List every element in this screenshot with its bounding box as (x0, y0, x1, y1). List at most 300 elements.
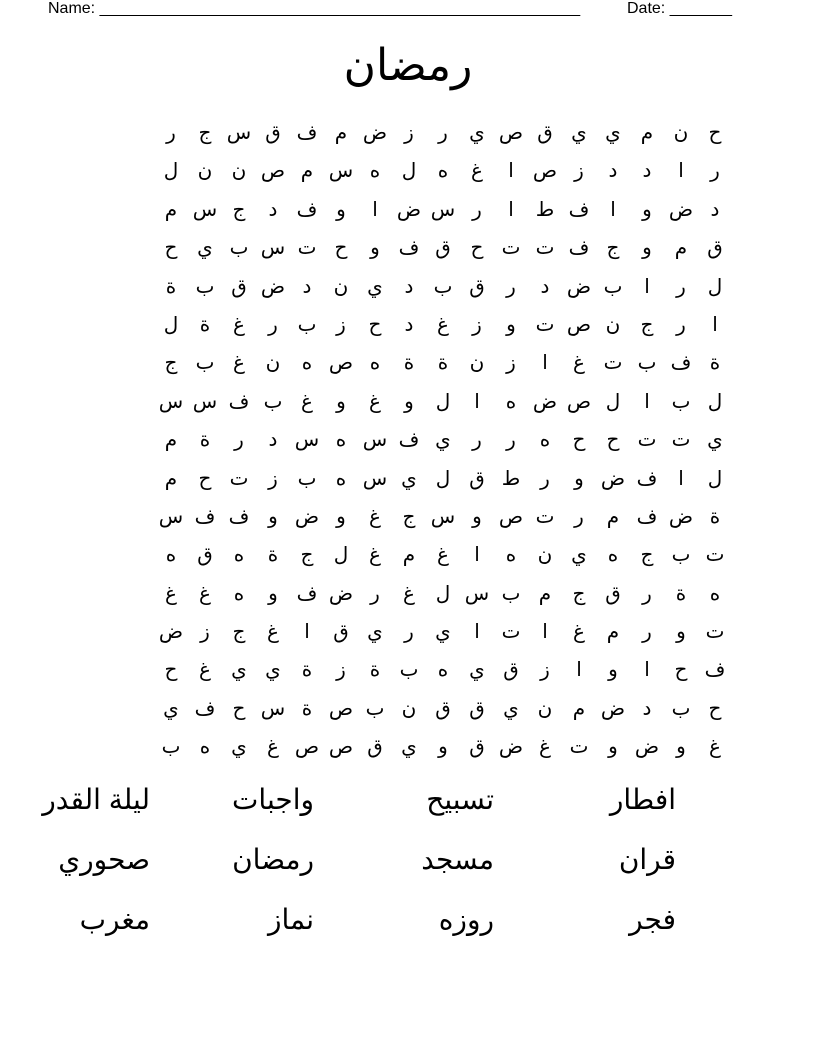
grid-letter: ح (674, 659, 688, 682)
grid-letter: ب (671, 390, 691, 413)
grid-letter: ض (396, 198, 422, 221)
grid-letter: و (268, 582, 278, 605)
grid-letter: ب (365, 697, 385, 720)
grid-row (86, 728, 732, 766)
grid-letter: س (328, 160, 354, 183)
grid-letter: و (506, 313, 516, 336)
grid-letter: ه (369, 352, 381, 375)
grid-letter: ة (675, 582, 687, 605)
grid-letter: ه (437, 160, 449, 183)
word-bank-item: قران (618, 844, 676, 875)
grid-letter: ت (637, 429, 657, 452)
grid-letter: م (334, 122, 348, 144)
grid-letter: ب (433, 275, 453, 298)
grid-letter: ز (506, 352, 516, 375)
grid-letter: ب (263, 390, 283, 413)
grid-letter: ف (228, 505, 250, 528)
grid-letter: ص (328, 352, 354, 375)
grid-letter: و (472, 505, 482, 528)
grid-letter: ص (328, 736, 354, 759)
grid-letter: ه (505, 544, 517, 567)
word-search-grid (86, 114, 732, 767)
word-bank-row (0, 778, 816, 838)
grid-letter: غ (199, 659, 211, 682)
grid-letter: و (336, 198, 346, 221)
grid-letter: ي (401, 736, 417, 759)
grid-letter: ي (435, 429, 451, 452)
grid-letter: ب (161, 736, 181, 759)
grid-letter: ر (506, 429, 516, 452)
grid-letter: ا (644, 390, 650, 413)
grid-letter: ي (163, 697, 179, 720)
grid-letter: ز (574, 160, 584, 183)
grid-letter: ت (535, 237, 555, 260)
grid-letter: د (302, 275, 312, 298)
grid-letter: م (538, 582, 552, 605)
word-bank-item: صحوري (58, 844, 150, 875)
grid-letter: د (268, 429, 278, 452)
grid-letter: ق (367, 736, 383, 759)
grid-letter: غ (301, 390, 313, 413)
grid-letter: ف (636, 505, 658, 528)
grid-letter: ق (469, 697, 485, 720)
grid-letter: ز (472, 313, 482, 336)
grid-letter: ة (301, 697, 313, 720)
grid-letter: د (540, 275, 550, 298)
grid-letter: ل (401, 160, 417, 183)
grid-letter: ف (568, 198, 590, 221)
grid-letter: ص (498, 505, 524, 528)
grid-letter: ر (676, 313, 686, 336)
grid-letter: غ (437, 544, 449, 567)
grid-letter: ل (707, 467, 723, 490)
grid-letter: ض (260, 275, 286, 298)
grid-letter: ج (402, 505, 416, 528)
grid-letter: ب (399, 659, 419, 682)
grid-letter: ل (605, 390, 621, 413)
grid-letter: ف (670, 352, 692, 375)
grid-letter: ه (369, 160, 381, 183)
word-bank-item: مسجد (421, 844, 494, 875)
grid-letter: ر (234, 429, 244, 452)
grid-letter: ض (294, 505, 320, 528)
grid-letter: ا (644, 659, 650, 682)
grid-letter: ل (435, 390, 451, 413)
grid-letter: ق (435, 697, 451, 720)
grid-letter: ص (328, 697, 354, 720)
word-bank-item: نماز (267, 904, 314, 935)
grid-letter: ن (265, 352, 281, 375)
grid-letter: ص (498, 122, 524, 144)
grid-letter: ز (540, 659, 550, 682)
grid-letter: ت (297, 237, 317, 260)
grid-row (86, 651, 732, 689)
page-title: رمضان (343, 41, 473, 90)
grid-letter: غ (233, 313, 245, 336)
grid-letter: ق (707, 237, 723, 260)
grid-letter: ر (574, 505, 584, 528)
grid-letter: ل (435, 467, 451, 490)
grid-letter: ر (268, 313, 278, 336)
grid-letter: ن (231, 160, 247, 183)
grid-letter: و (608, 736, 618, 759)
grid-letter: ن (537, 697, 553, 720)
grid-letter: غ (369, 390, 381, 413)
grid-letter: ص (294, 736, 320, 759)
grid-letter: ة (165, 275, 177, 298)
grid-letter: ت (705, 621, 725, 644)
grid-letter: و (642, 237, 652, 260)
grid-row (86, 536, 732, 574)
grid-letter: ا (474, 390, 480, 413)
grid-letter: ف (228, 390, 250, 413)
date-field-label: Date: _______ (627, 0, 732, 17)
grid-letter: ض (634, 736, 660, 759)
grid-letter: س (362, 467, 388, 490)
grid-letter: ض (498, 736, 524, 759)
grid-letter: ف (296, 122, 318, 144)
grid-letter: ح (164, 237, 178, 260)
grid-letter: ن (197, 160, 213, 183)
grid-letter: ت (705, 544, 725, 567)
grid-letter: ي (231, 736, 247, 759)
grid-letter: ه (335, 467, 347, 490)
grid-letter: س (192, 198, 218, 221)
grid-row (86, 344, 732, 382)
grid-letter: م (300, 160, 314, 183)
grid-letter: س (192, 390, 218, 413)
grid-letter: ا (508, 160, 514, 183)
grid-letter: ر (472, 429, 482, 452)
grid-letter: ح (606, 429, 620, 452)
grid-letter: ر (676, 275, 686, 298)
grid-letter: س (226, 122, 252, 144)
grid-letter: و (438, 736, 448, 759)
grid-letter: ب (297, 313, 317, 336)
grid-letter: م (164, 467, 178, 490)
grid-letter: ج (300, 544, 314, 567)
grid-letter: ح (334, 237, 348, 260)
grid-letter: ي (469, 659, 485, 682)
grid-letter: ب (603, 275, 623, 298)
grid-letter: ق (231, 275, 247, 298)
grid-letter: ق (469, 467, 485, 490)
grid-letter: ف (296, 198, 318, 221)
grid-row (86, 114, 732, 152)
grid-letter: ق (537, 122, 553, 144)
grid-letter: د (404, 313, 414, 336)
grid-letter: ل (707, 275, 723, 298)
grid-row (86, 152, 732, 190)
grid-row (86, 613, 732, 651)
grid-row (86, 498, 732, 536)
grid-letter: ج (164, 352, 178, 375)
grid-letter: ل (435, 582, 451, 605)
grid-letter: د (608, 160, 618, 183)
grid-letter: ة (369, 659, 381, 682)
grid-letter: ض (532, 390, 558, 413)
grid-letter: د (642, 697, 652, 720)
grid-letter: غ (233, 352, 245, 375)
grid-letter: ف (568, 237, 590, 260)
grid-letter: ز (336, 659, 346, 682)
grid-letter: ض (668, 505, 694, 528)
grid-letter: ن (673, 122, 689, 144)
name-field-label: Name: ______________________________________________________ (48, 0, 581, 17)
word-bank-row (0, 898, 816, 958)
grid-letter: ة (199, 313, 211, 336)
grid-letter: ت (501, 621, 521, 644)
grid-letter: ط (501, 467, 521, 490)
grid-letter: ر (166, 122, 176, 144)
grid-letter: م (606, 621, 620, 644)
grid-letter: ي (367, 275, 383, 298)
grid-letter: م (674, 237, 688, 260)
grid-letter: ف (194, 697, 216, 720)
grid-row (86, 191, 732, 229)
grid-letter: ج (232, 621, 246, 644)
grid-letter: ا (542, 621, 548, 644)
grid-letter: ه (199, 736, 211, 759)
grid-letter: ض (566, 275, 592, 298)
grid-letter: ب (671, 544, 691, 567)
grid-letter: ة (301, 659, 313, 682)
grid-letter: ب (229, 237, 249, 260)
grid-letter: ا (576, 659, 582, 682)
grid-letter: غ (573, 352, 585, 375)
grid-letter: ق (265, 122, 281, 144)
grid-letter: ي (265, 659, 281, 682)
grid-letter: م (606, 505, 620, 528)
word-bank (0, 778, 816, 958)
grid-letter: ي (605, 122, 621, 144)
grid-letter: ه (709, 582, 721, 605)
grid-letter: ج (640, 544, 654, 567)
grid-letter: و (370, 237, 380, 260)
grid-letter: ر (540, 467, 550, 490)
grid-letter: ا (712, 313, 718, 336)
grid-letter: س (430, 505, 456, 528)
grid-letter: و (676, 736, 686, 759)
grid-letter: غ (403, 582, 415, 605)
grid-letter: ي (571, 122, 587, 144)
grid-letter: ه (233, 544, 245, 567)
grid-letter: ا (304, 621, 310, 644)
grid-letter: ت (501, 237, 521, 260)
grid-letter: ض (362, 122, 388, 144)
grid-letter: غ (267, 736, 279, 759)
grid-letter: ص (260, 160, 286, 183)
grid-letter: ن (537, 544, 553, 567)
grid-letter: ب (671, 697, 691, 720)
grid-row (86, 268, 732, 306)
grid-row (86, 421, 732, 459)
grid-letter: ي (197, 237, 213, 260)
grid-letter: س (294, 429, 320, 452)
grid-letter: س (464, 582, 490, 605)
grid-letter: ص (566, 390, 592, 413)
grid-letter: ح (368, 313, 382, 336)
grid-letter: ق (197, 544, 213, 567)
grid-row (86, 575, 732, 613)
grid-letter: س (362, 429, 388, 452)
grid-letter: ل (707, 390, 723, 413)
grid-letter: ز (268, 467, 278, 490)
word-bank-item: مغرب (79, 904, 150, 935)
grid-letter: ح (232, 697, 246, 720)
grid-row (86, 383, 732, 421)
grid-letter: ي (571, 544, 587, 567)
grid-letter: ف (398, 429, 420, 452)
grid-letter: د (710, 198, 720, 221)
grid-letter: ن (469, 352, 485, 375)
grid-letter: غ (471, 160, 483, 183)
grid-letter: ق (503, 659, 519, 682)
grid-letter: ة (403, 352, 415, 375)
grid-letter: غ (369, 544, 381, 567)
grid-letter: ه (165, 544, 177, 567)
grid-letter: ض (668, 198, 694, 221)
grid-letter: ي (435, 621, 451, 644)
grid-letter: و (336, 505, 346, 528)
grid-letter: س (158, 390, 184, 413)
grid-letter: ه (505, 390, 517, 413)
grid-letter: غ (573, 621, 585, 644)
grid-letter: ا (474, 544, 480, 567)
word-bank-row (0, 838, 816, 898)
grid-letter: ي (707, 429, 723, 452)
grid-letter: ه (437, 659, 449, 682)
grid-row (86, 460, 732, 498)
grid-letter: ف (296, 582, 318, 605)
grid-letter: غ (539, 736, 551, 759)
grid-letter: ر (642, 621, 652, 644)
grid-letter: ه (335, 429, 347, 452)
grid-letter: غ (267, 621, 279, 644)
grid-letter: ق (469, 736, 485, 759)
word-bank-item: واجبات (232, 784, 314, 815)
grid-letter: ن (401, 697, 417, 720)
grid-letter: م (164, 198, 178, 221)
grid-letter: ض (600, 467, 626, 490)
grid-letter: ح (708, 122, 722, 144)
grid-letter: ي (367, 621, 383, 644)
grid-letter: ج (198, 122, 212, 144)
grid-letter: و (574, 467, 584, 490)
grid-letter: ص (566, 313, 592, 336)
grid-letter: م (572, 697, 586, 720)
grid-letter: و (608, 659, 618, 682)
grid-letter: ز (200, 621, 210, 644)
grid-letter: ق (333, 621, 349, 644)
grid-letter: م (402, 544, 416, 567)
grid-letter: غ (709, 736, 721, 759)
word-bank-item: روزه (438, 904, 494, 935)
grid-row (86, 690, 732, 728)
grid-letter: ح (198, 467, 212, 490)
grid-letter: ت (671, 429, 691, 452)
grid-letter: ح (572, 429, 586, 452)
grid-letter: ا (542, 352, 548, 375)
grid-letter: ق (605, 582, 621, 605)
grid-letter: و (676, 621, 686, 644)
grid-letter: ض (158, 621, 184, 644)
grid-row (86, 229, 732, 267)
grid-letter: ر (642, 582, 652, 605)
grid-letter: ف (704, 659, 726, 682)
grid-letter: ض (600, 697, 626, 720)
grid-letter: ل (333, 544, 349, 567)
grid-letter: ت (535, 313, 555, 336)
grid-letter: ب (195, 275, 215, 298)
grid-letter: ة (199, 429, 211, 452)
word-bank-item: رمضان (232, 844, 314, 875)
grid-letter: ل (163, 160, 179, 183)
grid-letter: ت (535, 505, 555, 528)
grid-letter: ج (606, 237, 620, 260)
grid-letter: ب (195, 352, 215, 375)
grid-letter: ة (709, 505, 721, 528)
grid-letter: و (268, 505, 278, 528)
grid-letter: ج (232, 198, 246, 221)
grid-letter: س (260, 237, 286, 260)
grid-letter: د (268, 198, 278, 221)
grid-letter: ح (470, 237, 484, 260)
grid-letter: س (260, 697, 286, 720)
grid-letter: ح (708, 697, 722, 720)
grid-letter: ب (637, 352, 657, 375)
grid-letter: ف (636, 467, 658, 490)
grid-row (86, 306, 732, 344)
grid-letter: ت (569, 736, 589, 759)
grid-letter: س (430, 198, 456, 221)
grid-letter: ح (164, 659, 178, 682)
grid-letter: ت (603, 352, 623, 375)
grid-letter: ز (404, 122, 414, 144)
grid-letter: ي (231, 659, 247, 682)
grid-letter: ا (678, 160, 684, 183)
grid-letter: ي (503, 697, 519, 720)
grid-letter: ر (370, 582, 380, 605)
word-bank-item: فجر (629, 904, 676, 935)
grid-letter: ا (678, 467, 684, 490)
grid-letter: ه (539, 429, 551, 452)
grid-letter: ب (501, 582, 521, 605)
grid-letter: ن (605, 313, 621, 336)
grid-letter: ة (709, 352, 721, 375)
grid-letter: غ (369, 505, 381, 528)
grid-letter: ز (336, 313, 346, 336)
grid-letter: س (158, 505, 184, 528)
grid-letter: ض (328, 582, 354, 605)
grid-letter: م (640, 122, 654, 144)
grid-letter: ر (506, 275, 516, 298)
grid-letter: ا (610, 198, 616, 221)
word-bank-item: تسبيح (426, 784, 494, 815)
grid-letter: ن (333, 275, 349, 298)
grid-letter: ر (472, 198, 482, 221)
grid-letter: ل (163, 313, 179, 336)
grid-letter: ق (469, 275, 485, 298)
grid-letter: ج (640, 313, 654, 336)
grid-letter: ف (194, 505, 216, 528)
grid-letter: ا (508, 198, 514, 221)
grid-letter: ب (297, 467, 317, 490)
grid-letter: ر (710, 160, 720, 183)
grid-letter: ه (607, 544, 619, 567)
grid-letter: ه (301, 352, 313, 375)
grid-letter: و (336, 390, 346, 413)
